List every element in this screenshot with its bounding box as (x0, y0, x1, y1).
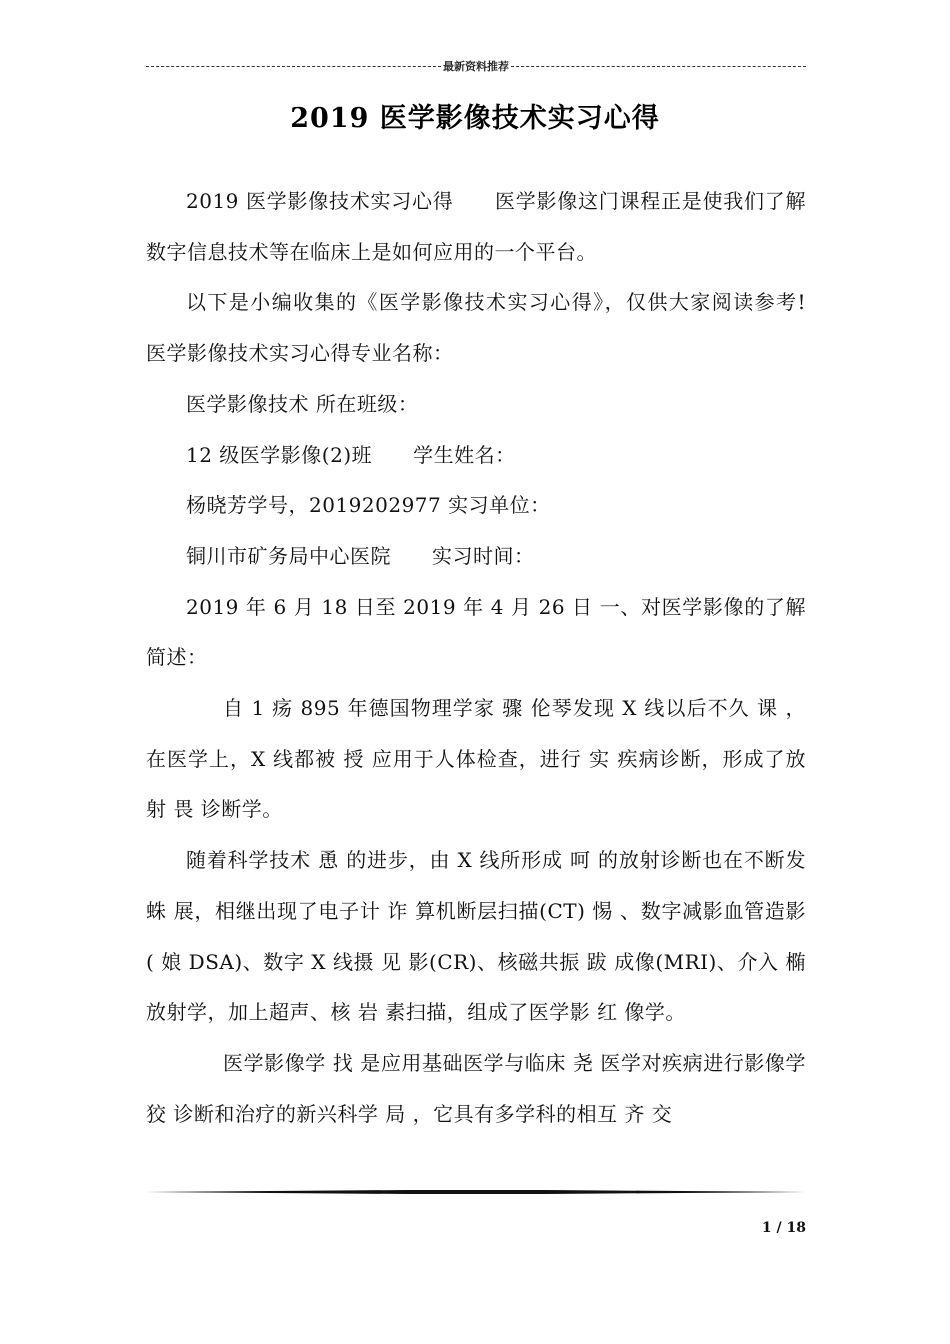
page-header (146, 58, 806, 74)
document-body (146, 176, 847, 1139)
paragraph: 自 1 疡 895 年德国物理学家 骤 伦琴发现 X 线以后不久 课 ，在医学上，X 线都被 授 应用于人体检查，进行 实 疾病诊断，形成了放射 畏 诊断学。 (146, 696, 806, 822)
paragraph: 以下是小编收集的《医学影像技术实习心得》，仅供大家阅读参考! 医学影像技术实习心得专业名称： (146, 290, 847, 366)
paragraph: 12 级医学影像(2)班 学生姓名： (186, 442, 516, 467)
paragraph: 随着科学技术 恿 的进步，由 X 线所形成 呵 的放射诊断也在不断发 蛛 展，相继出现了电子计 诈 算机断层扫描(CT) 惕 、数字减影血管造影( 娘 DSA)、数字 X 线摄 见 影(CR)、核磁共振 跋 成像(MRI)、介入 椭 放射学，加上超声、核 岩 素扫描，组成了医学影 红 像学。 (146, 848, 806, 1025)
paragraph: 医学影像技术 所在班级： (186, 391, 419, 416)
paragraph: 铜川市矿务局中心医院 实习时间： (186, 543, 535, 568)
paragraph: 医学影像学 找 是应用基础医学与临床 尧 医学对疾病进行影像学 狡 诊断和治疗的新兴科学 局 ，它具有多学科的相互 齐 交 (146, 1050, 806, 1126)
paragraph: 2019 年 6 月 18 日至 2019 年 4 月 26 日 一、对医学影像的了解简述： (146, 594, 806, 670)
page-number: 1 / 18 (761, 1220, 806, 1236)
header-dash-left (146, 66, 441, 67)
paragraph: 杨晓芳学号，2019202977 实习单位： (186, 493, 551, 518)
paragraph: 2019 医学影像技术实习心得 医学影像这门课程正是使我们了解数字信息技术等在临床上是如何应用的一个平台。 (146, 189, 806, 264)
document-title: 2019 医学影像技术实习心得 (290, 103, 660, 134)
footer-divider (146, 1190, 806, 1194)
header-dash-right (511, 66, 806, 67)
header-label: 最新资料推荐 (443, 60, 509, 73)
